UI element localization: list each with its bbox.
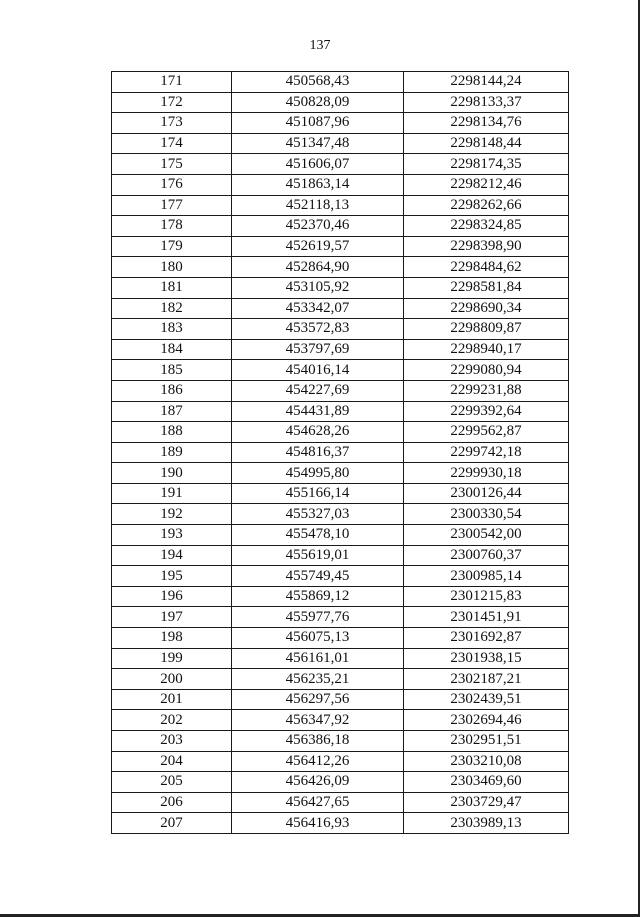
point-number-cell: 175 [112,154,232,175]
point-number-cell: 190 [112,463,232,484]
x-coordinate-cell: 454628,26 [232,422,404,443]
table-row [112,607,569,628]
x-coordinate-cell: 456235,21 [232,669,404,690]
point-number-cell: 198 [112,628,232,649]
y-coordinate-cell: 2298324,85 [404,216,569,237]
point-number-cell: 186 [112,380,232,401]
table-row [112,216,569,237]
x-coordinate-cell: 453342,07 [232,298,404,319]
point-number-cell: 204 [112,751,232,772]
x-coordinate-cell: 455166,14 [232,483,404,504]
table-row [112,236,569,257]
y-coordinate-cell: 2299231,88 [404,380,569,401]
point-number-cell: 192 [112,504,232,525]
y-coordinate-cell: 2298174,35 [404,154,569,175]
table-row [112,298,569,319]
point-number-cell: 194 [112,545,232,566]
x-coordinate-cell: 456297,56 [232,689,404,710]
point-number-cell: 195 [112,566,232,587]
table-row [112,319,569,340]
point-number-cell: 179 [112,236,232,257]
table-row [112,813,569,834]
y-coordinate-cell: 2298212,46 [404,174,569,195]
x-coordinate-cell: 455749,45 [232,566,404,587]
table-row [112,710,569,731]
x-coordinate-cell: 451863,14 [232,174,404,195]
y-coordinate-cell: 2303469,60 [404,772,569,793]
point-number-cell: 199 [112,648,232,669]
x-coordinate-cell: 452370,46 [232,216,404,237]
y-coordinate-cell: 2298133,37 [404,92,569,113]
table-row [112,277,569,298]
page-number: 137 [309,38,331,53]
x-coordinate-cell: 456161,01 [232,648,404,669]
table-row [112,380,569,401]
table-row [112,483,569,504]
x-coordinate-cell: 456412,26 [232,751,404,772]
y-coordinate-cell: 2298690,34 [404,298,569,319]
point-number-cell: 180 [112,257,232,278]
table-row [112,195,569,216]
x-coordinate-cell: 452118,13 [232,195,404,216]
y-coordinate-cell: 2303210,08 [404,751,569,772]
x-coordinate-cell: 456416,93 [232,813,404,834]
x-coordinate-cell: 455869,12 [232,586,404,607]
y-coordinate-cell: 2299080,94 [404,360,569,381]
table-row [112,72,569,93]
x-coordinate-cell: 450828,09 [232,92,404,113]
x-coordinate-cell: 454227,69 [232,380,404,401]
y-coordinate-cell: 2301451,91 [404,607,569,628]
x-coordinate-cell: 455977,76 [232,607,404,628]
point-number-cell: 206 [112,792,232,813]
table-row [112,133,569,154]
point-number-cell: 201 [112,689,232,710]
x-coordinate-cell: 451087,96 [232,113,404,134]
point-number-cell: 172 [112,92,232,113]
table-row [112,545,569,566]
table-row [112,401,569,422]
y-coordinate-cell: 2301215,83 [404,586,569,607]
y-coordinate-cell: 2301692,87 [404,628,569,649]
table-row [112,525,569,546]
x-coordinate-cell: 454431,89 [232,401,404,422]
table-row [112,792,569,813]
y-coordinate-cell: 2302439,51 [404,689,569,710]
x-coordinate-cell: 452619,57 [232,236,404,257]
table-row [112,504,569,525]
x-coordinate-cell: 455327,03 [232,504,404,525]
y-coordinate-cell: 2298581,84 [404,277,569,298]
table-row [112,257,569,278]
point-number-cell: 191 [112,483,232,504]
y-coordinate-cell: 2303729,47 [404,792,569,813]
x-coordinate-cell: 456386,18 [232,731,404,752]
table-row [112,566,569,587]
point-number-cell: 189 [112,442,232,463]
table-row [112,586,569,607]
point-number-cell: 207 [112,813,232,834]
x-coordinate-cell: 456075,13 [232,628,404,649]
point-number-cell: 173 [112,113,232,134]
x-coordinate-cell: 451347,48 [232,133,404,154]
table-row [112,154,569,175]
x-coordinate-cell: 456426,09 [232,772,404,793]
table-row [112,628,569,649]
x-coordinate-cell: 451606,07 [232,154,404,175]
y-coordinate-cell: 2299930,18 [404,463,569,484]
x-coordinate-cell: 454995,80 [232,463,404,484]
table-row [112,360,569,381]
y-coordinate-cell: 2303989,13 [404,813,569,834]
table-row [112,669,569,690]
y-coordinate-cell: 2302951,51 [404,731,569,752]
table-row [112,648,569,669]
point-number-cell: 176 [112,174,232,195]
y-coordinate-cell: 2298809,87 [404,319,569,340]
x-coordinate-cell: 452864,90 [232,257,404,278]
y-coordinate-cell: 2302187,21 [404,669,569,690]
point-number-cell: 171 [112,72,232,93]
y-coordinate-cell: 2298148,44 [404,133,569,154]
table-row [112,689,569,710]
point-number-cell: 178 [112,216,232,237]
coordinates-table [111,71,569,834]
point-number-cell: 205 [112,772,232,793]
x-coordinate-cell: 453105,92 [232,277,404,298]
table-row [112,92,569,113]
table-row [112,339,569,360]
point-number-cell: 202 [112,710,232,731]
y-coordinate-cell: 2300126,44 [404,483,569,504]
table-row [112,422,569,443]
x-coordinate-cell: 455478,10 [232,525,404,546]
y-coordinate-cell: 2298398,90 [404,236,569,257]
point-number-cell: 197 [112,607,232,628]
point-number-cell: 203 [112,731,232,752]
coordinates-table-body [112,72,569,834]
table-row [112,731,569,752]
y-coordinate-cell: 2299392,64 [404,401,569,422]
x-coordinate-cell: 453797,69 [232,339,404,360]
x-coordinate-cell: 456427,65 [232,792,404,813]
y-coordinate-cell: 2298134,76 [404,113,569,134]
y-coordinate-cell: 2300542,00 [404,525,569,546]
point-number-cell: 187 [112,401,232,422]
x-coordinate-cell: 454016,14 [232,360,404,381]
table-row [112,174,569,195]
point-number-cell: 177 [112,195,232,216]
point-number-cell: 196 [112,586,232,607]
y-coordinate-cell: 2298484,62 [404,257,569,278]
y-coordinate-cell: 2299742,18 [404,442,569,463]
y-coordinate-cell: 2301938,15 [404,648,569,669]
point-number-cell: 200 [112,669,232,690]
table-row [112,772,569,793]
y-coordinate-cell: 2300760,37 [404,545,569,566]
point-number-cell: 188 [112,422,232,443]
table-row [112,113,569,134]
x-coordinate-cell: 453572,83 [232,319,404,340]
x-coordinate-cell: 454816,37 [232,442,404,463]
y-coordinate-cell: 2300330,54 [404,504,569,525]
point-number-cell: 193 [112,525,232,546]
y-coordinate-cell: 2298144,24 [404,72,569,93]
y-coordinate-cell: 2298940,17 [404,339,569,360]
point-number-cell: 184 [112,339,232,360]
point-number-cell: 185 [112,360,232,381]
y-coordinate-cell: 2302694,46 [404,710,569,731]
x-coordinate-cell: 450568,43 [232,72,404,93]
x-coordinate-cell: 456347,92 [232,710,404,731]
y-coordinate-cell: 2300985,14 [404,566,569,587]
point-number-cell: 182 [112,298,232,319]
table-row [112,463,569,484]
y-coordinate-cell: 2298262,66 [404,195,569,216]
point-number-cell: 181 [112,277,232,298]
point-number-cell: 174 [112,133,232,154]
point-number-cell: 183 [112,319,232,340]
table-row [112,442,569,463]
table-row [112,751,569,772]
y-coordinate-cell: 2299562,87 [404,422,569,443]
x-coordinate-cell: 455619,01 [232,545,404,566]
